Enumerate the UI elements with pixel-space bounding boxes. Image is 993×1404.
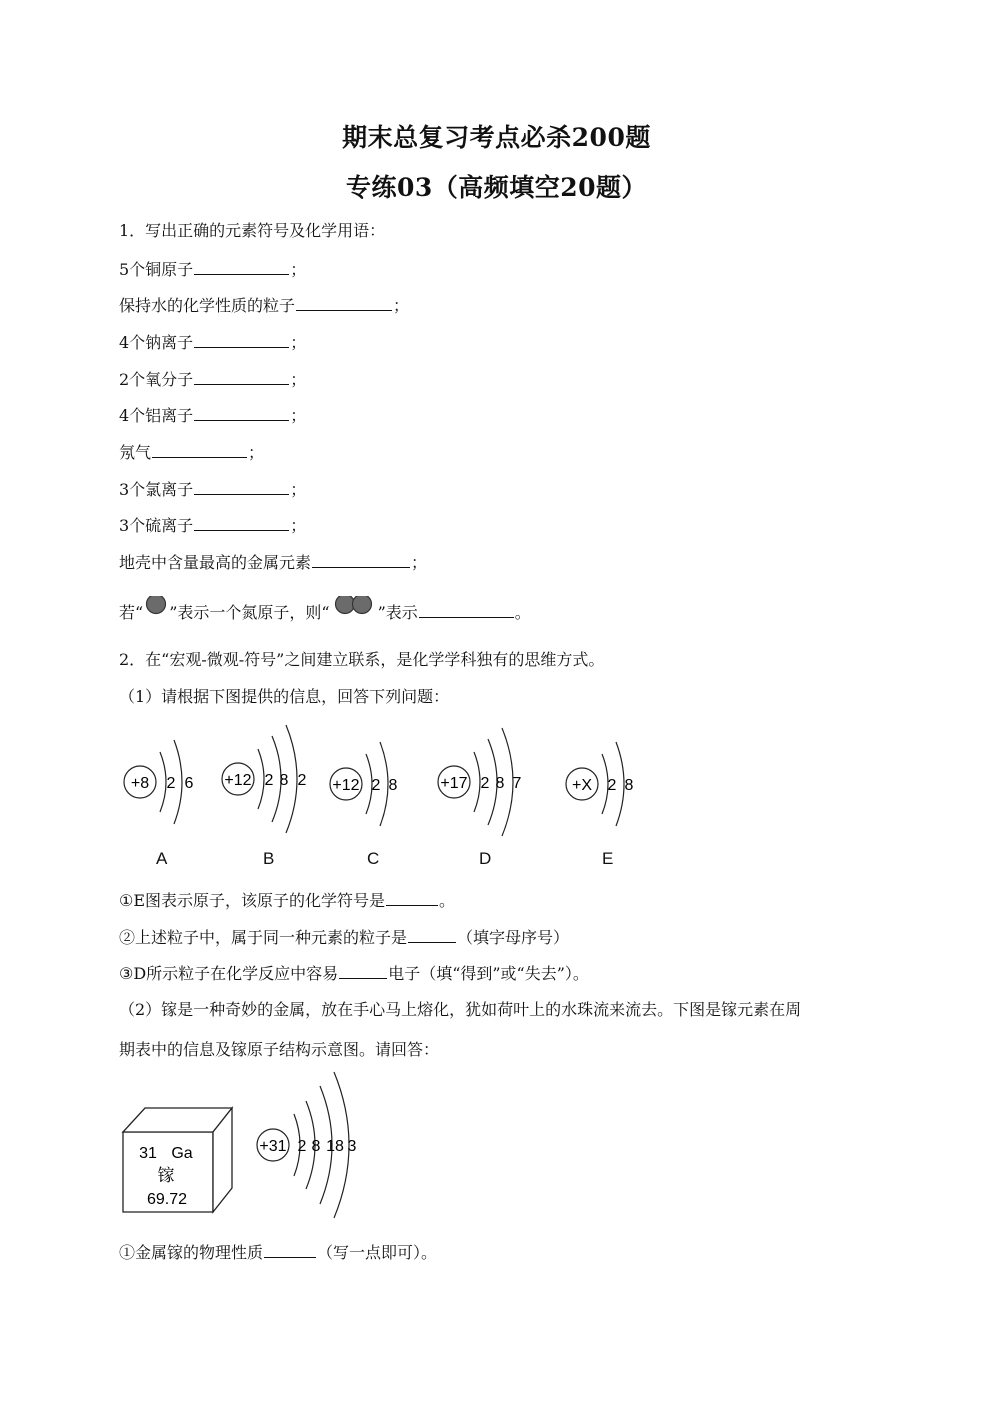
q1-item-5: 4个铝离子 ； bbox=[119, 406, 307, 425]
atom-letter-a: A bbox=[156, 849, 168, 868]
shell-count: 2 bbox=[371, 777, 381, 794]
answer-blank[interactable] bbox=[312, 551, 410, 568]
q2-sub2-line1: （2）镓是一种奇妙的金属，放在手心马上熔化，犹如荷叶上的水珠流来流去。下图是镓元素在周 bbox=[119, 1000, 802, 1019]
atom-structure-diagrams bbox=[110, 720, 670, 840]
atom-letter-e: E bbox=[602, 849, 614, 868]
shell-count: 2 bbox=[607, 777, 617, 794]
answer-blank[interactable] bbox=[194, 478, 289, 495]
q1-item-6: 氖气 ； bbox=[119, 443, 265, 462]
q1-item-9: 地壳中含量最高的金属元素 ； bbox=[119, 553, 428, 572]
nucleus-label: +12 bbox=[332, 777, 360, 794]
shell-count: 18 bbox=[326, 1138, 344, 1155]
nucleus-label: +31 bbox=[259, 1138, 287, 1155]
shell-count: 2 bbox=[297, 1138, 307, 1155]
q2-part-b: ②上述粒子中，属于同一种元素的粒子是 （填字母序号） bbox=[119, 928, 570, 947]
page-title: 期末总复习考点必杀200题 bbox=[342, 123, 651, 152]
q1-intro: 1．写出正确的元素符号及化学用语： bbox=[119, 221, 386, 240]
nitrogen-atom-icon bbox=[143, 596, 169, 620]
gallium-element-card bbox=[118, 1100, 238, 1220]
atom-letter-b: B bbox=[263, 849, 275, 868]
nitrogen-molecule-icon bbox=[330, 596, 378, 620]
atom-letter-c: C bbox=[367, 849, 380, 868]
answer-blank[interactable] bbox=[194, 331, 289, 348]
atom-diagram-e bbox=[566, 742, 634, 826]
nucleus-label: +12 bbox=[224, 772, 252, 789]
answer-blank[interactable] bbox=[194, 514, 289, 531]
element-name: 镓 bbox=[157, 1166, 175, 1185]
answer-blank[interactable] bbox=[339, 962, 387, 979]
atomic-number: 31 bbox=[139, 1145, 157, 1162]
answer-blank[interactable] bbox=[194, 368, 289, 385]
shell-count: 2 bbox=[264, 772, 274, 789]
answer-blank[interactable] bbox=[194, 404, 289, 421]
q2-part-c: ③D所示粒子在化学反应中容易 电子（填“得到”或“失去”）。 bbox=[119, 964, 589, 983]
q1-item-8: 3个硫离子 ； bbox=[119, 516, 307, 535]
answer-blank[interactable] bbox=[194, 258, 289, 275]
shell-count: 8 bbox=[495, 775, 505, 792]
shell-count: 2 bbox=[166, 775, 176, 792]
shell-count: 7 bbox=[512, 775, 522, 792]
q2-part-d: ①金属镓的物理性质 （写一点即可）。 bbox=[119, 1243, 438, 1262]
nucleus-label: +X bbox=[571, 777, 593, 794]
atom-letter-d: D bbox=[479, 849, 492, 868]
page-subtitle: 专练03（高频填空20题） bbox=[345, 173, 648, 202]
q2-sub2-line2: 期表中的信息及镓原子结构示意图。请回答： bbox=[119, 1040, 440, 1059]
atom-diagram-d bbox=[438, 728, 522, 836]
shell-count: 8 bbox=[311, 1138, 321, 1155]
answer-blank[interactable] bbox=[408, 926, 456, 943]
q2-sub1: （1）请根据下图提供的信息，回答下列问题： bbox=[119, 687, 450, 706]
q1-item-10: 若“ ”表示一个氮原子，则“ ”表示 。 bbox=[119, 596, 531, 624]
shell-count: 6 bbox=[184, 775, 194, 792]
nucleus-label: +8 bbox=[130, 775, 150, 792]
gallium-atom-diagram bbox=[250, 1068, 370, 1220]
shell-count: 2 bbox=[480, 775, 490, 792]
answer-blank[interactable] bbox=[264, 1241, 316, 1258]
q2-intro: 2．在“宏观-微观-符号”之间建立联系，是化学学科独有的思维方式。 bbox=[119, 650, 605, 669]
shell-count: 8 bbox=[388, 777, 398, 794]
q1-item-4: 2个氧分子 ； bbox=[119, 370, 307, 389]
answer-blank[interactable] bbox=[419, 601, 514, 618]
q1-item-1: 5个铜原子 ； bbox=[119, 260, 307, 279]
atom-diagram-c bbox=[330, 742, 398, 826]
shell-count: 2 bbox=[297, 772, 307, 789]
q1-item-7: 3个氯离子 ； bbox=[119, 480, 307, 499]
q2-part-a: ①E图表示原子，该原子的化学符号是 。 bbox=[119, 891, 456, 910]
shell-count: 3 bbox=[347, 1138, 357, 1155]
q1-item-2: 保持水的化学性质的粒子 ； bbox=[119, 296, 410, 315]
answer-blank[interactable] bbox=[296, 294, 392, 311]
atom-diagram-a bbox=[124, 740, 194, 824]
element-symbol: Ga bbox=[171, 1145, 193, 1162]
answer-blank[interactable] bbox=[152, 441, 247, 458]
shell-count: 8 bbox=[624, 777, 634, 794]
atom-diagram-b bbox=[222, 725, 307, 833]
nucleus-label: +17 bbox=[440, 775, 468, 792]
shell-count: 8 bbox=[279, 772, 289, 789]
q1-item-3: 4个钠离子 ； bbox=[119, 333, 307, 352]
answer-blank[interactable] bbox=[386, 889, 438, 906]
atomic-mass: 69.72 bbox=[146, 1191, 188, 1208]
